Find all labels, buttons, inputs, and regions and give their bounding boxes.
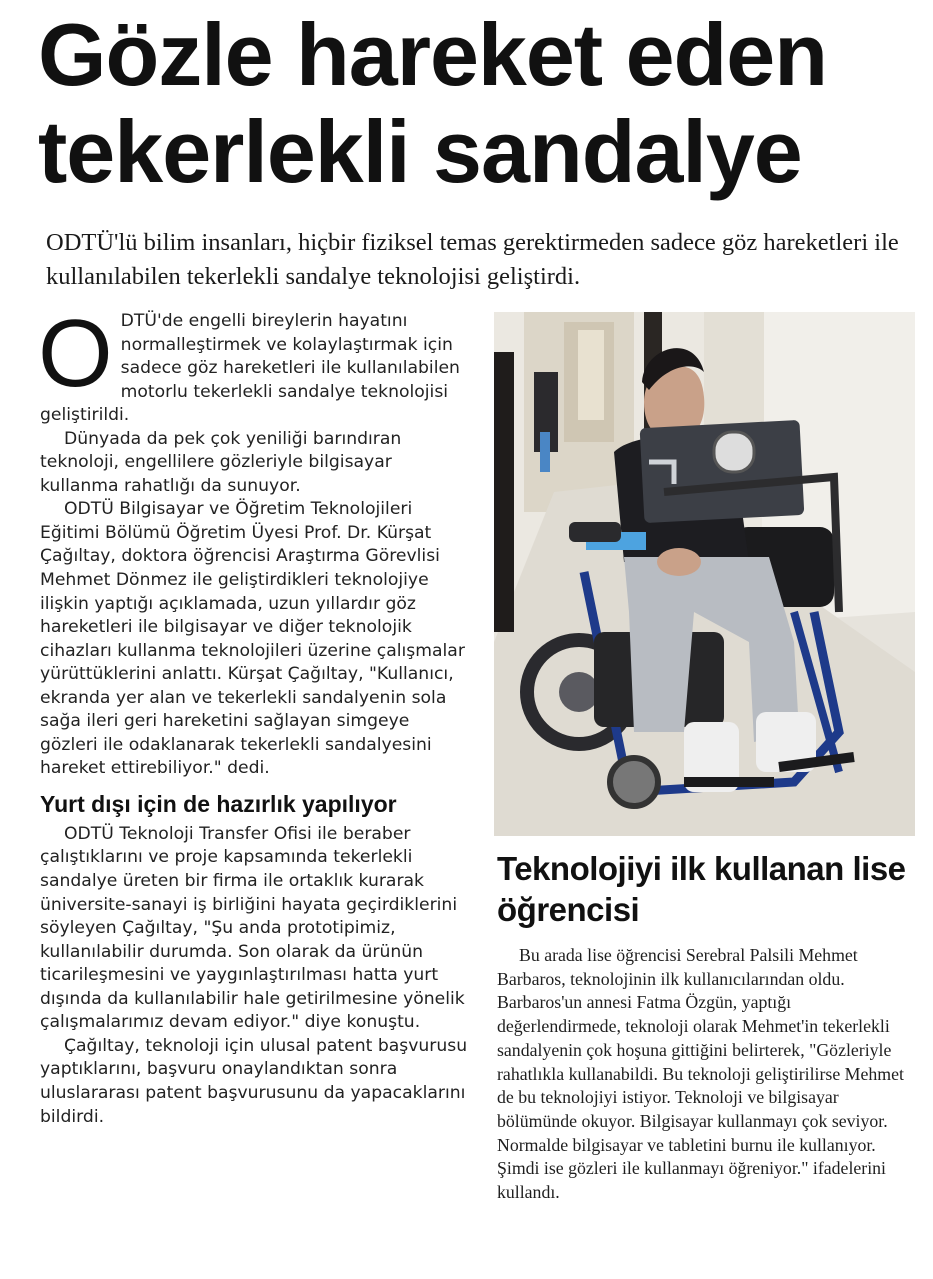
headline: Gözle hareket eden tekerlekli sandalye xyxy=(38,5,827,201)
opening-paragraph xyxy=(38,300,470,428)
drop-cap: O xyxy=(38,300,113,407)
left-column xyxy=(38,300,470,1129)
body-paragraph-2: Dünyada da pek çok yeniliği barındıran teknoloji, engellilere gözleriyle bilgisayar kullanma rahatlığı da sunuyor. xyxy=(40,428,402,496)
wheelchair-photo-illustration xyxy=(494,312,915,836)
right-column-body: Bu arada lise öğrencisi Serebral Palsili Mehmet Barbaros, teknolojinin ilk kullanıcılarından oldu. Barbaros'un annesi Fatma Özgün, yaptığı değerlendirmede, teknoloji olarak Mehmet'in tekerlekli sandalyenin çok hoşuna gittiğini belirterek, "Gözleriyle rahatlıkla kullanabildi. Bu teknoloji geliştirilirse Mehmet de bu teknolojiyi istiyor. Teknoloji ve bilgisayar bölümünde okuyor. Bilgisayar kullanmayı çok seviyor. Normalde bilgisayar ve tabletini burnu ile kullanıyor. Şimdi ise gözleri ile kullanmayı öğreniyor." ifadelerini kullandı. xyxy=(497,945,904,1203)
lead-paragraph: ODTÜ'lü bilim insanları, hiçbir fiziksel temas gerektirmeden sadece göz hareketleri ile kullanılabilen tekerlekli sandalye teknolojisi geliştirdi. xyxy=(46,229,899,290)
body-paragraph-3: ODTÜ Bilgisayar ve Öğretim Teknolojileri Eğitimi Bölümü Öğretim Üyesi Prof. Dr. Kürşat Çağıltay, doktora öğrencisi Araştırma Görevlisi Mehmet Dönmez ile geliştirdikleri teknolojiye ilişkin yaptığı açıklamada, uzun yıllardır göz hareketleri ile bilgisayar ve diğer teknolojik cihazları kullanma teknolojileri üzerine çalışmalar yürüttüklerini anlattı. Kürşat Çağıltay, "Kullanıcı, ekranda yer alan ve tekerlekli sandalyenin sola sağa ileri geri hareketini sağlayan simgeye gözleri ile odaklanarak tekerlekli sandalyesini hareket ettirebiliyor." dedi. xyxy=(40,499,465,779)
body-paragraph-5: Çağıltay, teknoloji için ulusal patent başvurusu yaptıklarını, başvuru onaylandıktan sonra uluslararası patent başvurusunu da yapacaklarını bildirdi. xyxy=(40,1035,468,1127)
opening-text: DTÜ'de engelli bireylerin hayatını normalleştirmek ve kolaylaştırmak için sadece göz hareketleri ile kullanılabilen motorlu tekerlekli sandalye teknolojisi geliştirildi. xyxy=(40,311,460,426)
section-subheading: Yurt dışı için de hazırlık yapılıyor xyxy=(40,790,397,817)
article-photo xyxy=(494,312,915,836)
right-column-heading: Teknolojiyi ilk kullanan lise öğrencisi xyxy=(497,850,906,928)
body-paragraph-4: ODTÜ Teknoloji Transfer Ofisi ile beraber çalıştıklarını ve proje kapsamında tekerlekli sandalye üreten bir firma ile ortaklık kurarak üniversite-sanayi iş birliğini hayata geçirdiklerini söyleyen Çağıltay, "Şu anda prototipimiz, kullanılabilir durumda. Son olarak da ürünün ticarileşmesini ve yaygınlaştırılması hatta yurt dışında da kullanılabilir hale getirilmesine yönelik çalışmalarımız devam ediyor." diye konuştu. xyxy=(40,823,465,1033)
